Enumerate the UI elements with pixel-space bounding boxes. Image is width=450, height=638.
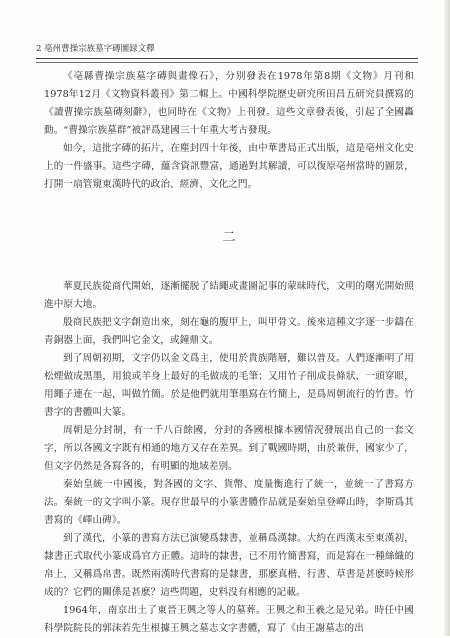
body-paragraph: 秦始皇統一中國後，對各國的文字、貨幣、度量衡進行了統一，並統一了書寫方法。秦統一的文字叫小篆。現存世最早的小篆書體作品就是秦始皇登嶧山時，李斯爲其書寫的《嶧山碑》。 [44, 479, 414, 526]
header-rule [36, 62, 418, 63]
section-number: 二 [222, 230, 236, 245]
running-header [36, 40, 418, 59]
body-paragraph: 《亳縣曹操宗族墓字磚與畫像石》，分别發表在1978年第8期《文物》月刊和1978年12月《文物資料叢刊》第二輯上。中國科學院歷史研究所田昌五研究員撰寫的《讀曹操宗族墓磚刻辭》，也同時在《文物》上刊發。這些文章發表後，引起了全國轟動。“曹操宗族墓群”被評爲建國三十年重大考古發現。 [44, 71, 414, 136]
body-paragraph: 如今，這批字磚的拓片，在塵封四十年後，由中華書局正式出版，這是亳州文化史上的一件盛事。這些字磚，蘊含資訊豐富，通過對其解讀，可以復原亳州當時的圖景，打開一扇管窺東漢時代的政治、經濟、文化之門。 [44, 143, 414, 190]
body-paragraph: 1964年，南京出土了東晉王興之等人的墓葬。王興之和王羲之是兄弟。時任中國科學院院長的郭沫若先生根據王興之墓志文字書體，寫了《由王謝墓志的出 [44, 605, 414, 634]
page-edge-shadow [444, 0, 450, 636]
body-paragraph: 到了漢代，小篆的書寫方法已演變爲隸書，並稱爲漢隸。大約在西漢末至東漢初，隸書正式取代小篆成爲官方正體。這時的隸書，已不用竹簡書寫，而是寫在一種絲織的帛上，又稱爲帛書。既然兩漢時代書寫的是隸書，那麽真楷、行書、草書是甚麽時候形成的？它們的關係是甚麽？這些問題，史料没有相應的記載。 [44, 533, 414, 598]
running-head-text: 2 亳州曹操宗族墓字磚圖録文釋 [36, 44, 155, 54]
body-paragraph: 殷商民族把文字創造出來，刻在龜的腹甲上，叫甲骨文。後來這種文字逐一步鑄在青銅器上面，我們叫它金文，或鐘鼎文。 [44, 317, 414, 346]
body-paragraph: 華夏民族從商代開始，逐漸擺脱了結繩或畫圖記事的蒙昧時代，文明的曙光開始照進中原大地。 [44, 281, 414, 310]
body-paragraph: 周朝是分封制，有一千八百餘國，分封的各國根據本國情況發展出自己的一套文字，所以各國文字既有相通的地方又存在差異。到了戰國時期，由於兼併，國家少了，但文字仍然是各寫各的，有明顯的地域差别。 [44, 425, 414, 472]
body-paragraph: 到了周朝初期，文字仍以金文爲主，使用於貴族階層，難以普及。人們逐漸明了用松煙做成黑墨，用狼或羊身上最好的毛做成的毛筆；又用竹子削成長條狀，一頭穿眼，用繩子連在一起，叫做竹簡。於是他們就用筆墨寫在竹簡上，是爲周朝流行的竹書。竹書字的書體叫大篆。 [44, 353, 414, 418]
page-body [44, 68, 414, 638]
